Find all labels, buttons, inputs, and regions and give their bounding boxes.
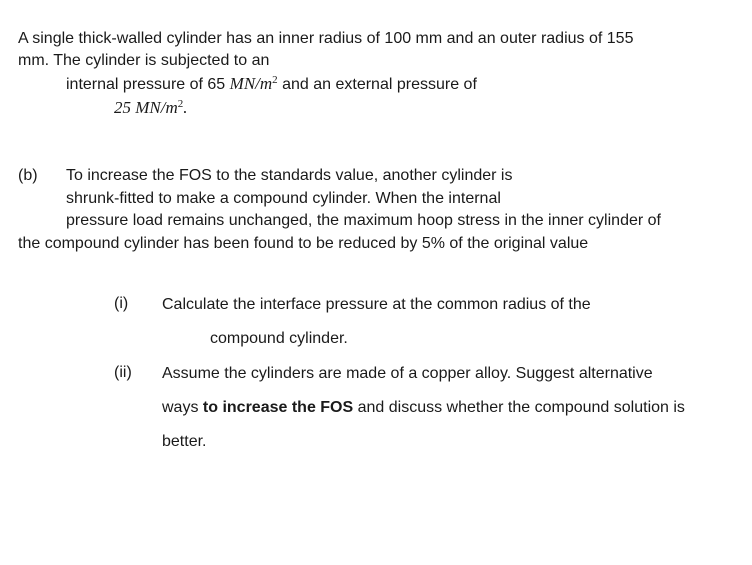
- intro-line-3-suffix: and an external pressure of: [277, 76, 477, 93]
- unit-exponent: 2: [272, 74, 278, 86]
- pressure-unit-internal: [230, 74, 278, 93]
- period: .: [183, 98, 188, 117]
- sub-ii-label: (ii): [114, 364, 132, 381]
- unit-exponent: 2: [177, 98, 184, 110]
- sub-ii-line-2: [162, 398, 685, 418]
- sub-i-line-1: Calculate the interface pressure at the common radius of the: [162, 296, 591, 313]
- intro-line-3: [66, 74, 477, 95]
- unit-text: 25 MN/m: [114, 98, 178, 117]
- intro-line-1: A single thick-walled cylinder has an inner radius of 100 mm and an outer radius of 155: [18, 30, 634, 47]
- sub-ii-line-2-prefix: ways: [162, 399, 203, 416]
- sub-ii-line-2-suffix: and discuss whether the compound solution is: [353, 399, 685, 416]
- sub-i-label: (i): [114, 295, 129, 312]
- part-b-line-3: pressure load remains unchanged, the maximum hoop stress in the inner cylinder of: [66, 212, 661, 229]
- sub-ii-emphasis: to increase the FOS: [202, 399, 354, 416]
- part-b-line-1: To increase the FOS to the standards value, another cylinder is: [66, 167, 513, 184]
- intro-line-2: mm. The cylinder is subjected to an: [18, 52, 270, 69]
- sub-ii-line-1: Assume the cylinders are made of a copper alloy. Suggest alternative: [162, 365, 653, 382]
- unit-text: MN/m: [229, 74, 273, 93]
- part-b-line-4: the compound cylinder has been found to be reduced by 5% of the original value: [18, 235, 589, 252]
- sub-i-line-2: compound cylinder.: [210, 330, 348, 347]
- sub-ii-line-3: better.: [162, 433, 207, 450]
- part-b-line-2: shrunk-fitted to make a compound cylinder. When the internal: [66, 190, 501, 207]
- intro-line-3-prefix: internal pressure of 65: [66, 76, 230, 93]
- intro-line-4: [114, 98, 188, 119]
- part-b-label: (b): [18, 167, 38, 184]
- pressure-value-external: [114, 98, 188, 117]
